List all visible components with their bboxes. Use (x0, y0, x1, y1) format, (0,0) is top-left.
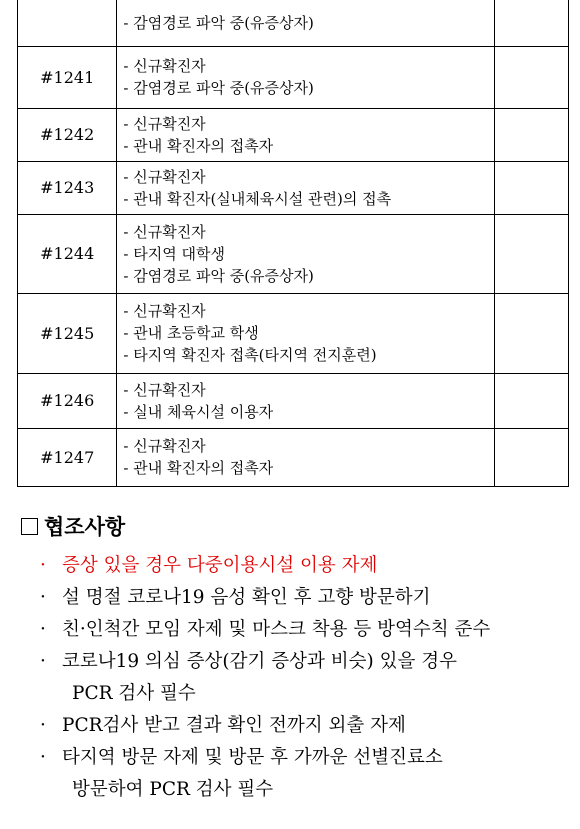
cooperation-item-text: PCR검사 받고 결과 확인 전까지 외출 자제 (62, 715, 406, 736)
cooperation-item (40, 646, 570, 710)
table-row (18, 293, 569, 373)
bullet-dot-icon: · (40, 651, 46, 672)
cooperation-item (40, 710, 570, 742)
case-description (117, 214, 494, 293)
case-id: #1246 (18, 373, 117, 428)
case-id: #1247 (18, 428, 117, 486)
case-id: #1245 (18, 293, 117, 373)
cooperation-item-text: 타지역 방문 자제 및 방문 후 가까운 선별진료소 (62, 747, 443, 768)
cooperation-item-continuation: 방문하여 PCR 검사 필수 (72, 779, 274, 800)
case-note-cell (494, 108, 568, 161)
case-description (117, 46, 494, 108)
cooperation-item-text: 친·인척간 모임 자제 및 마스크 착용 등 방역수칙 준수 (62, 619, 491, 640)
case-description (117, 0, 494, 46)
bullet-dot-icon: · (40, 747, 46, 768)
case-description-line: - 감염경로 파악 중(유증상자) (123, 266, 314, 285)
case-description-line: - 관내 확진자(실내체육시설 관련)의 접촉 (123, 189, 392, 208)
case-description-line: - 감염경로 파악 중(유증상자) (123, 79, 314, 97)
bullet-dot-icon: · (40, 619, 46, 640)
case-description-line: - 신규확진자 (123, 302, 206, 320)
table-row (18, 428, 569, 486)
case-description (117, 373, 494, 428)
table-row (18, 46, 569, 108)
table-row (18, 0, 569, 46)
table-row (18, 373, 569, 428)
case-description-line: - 관내 초등학교 학생 (123, 324, 259, 342)
case-description-line: - 신규확진자 (123, 167, 206, 186)
case-note-cell (494, 293, 568, 373)
case-note-cell (494, 0, 568, 46)
cooperation-item-text: 증상 있을 경우 다중이용시설 이용 자제 (62, 555, 378, 576)
case-description-line: - 관내 확진자의 접촉자 (123, 136, 274, 155)
case-id: #1242 (18, 108, 117, 161)
bullet-dot-icon: · (40, 555, 46, 576)
table-row (18, 161, 569, 214)
case-description (117, 293, 494, 373)
case-description-line: - 관내 확진자의 접촉자 (123, 459, 274, 477)
checkbox-square-icon (21, 518, 38, 535)
case-note-cell (494, 428, 568, 486)
case-description-line: - 신규확진자 (123, 437, 206, 455)
case-note-cell (494, 161, 568, 214)
case-id: #1244 (18, 214, 117, 293)
case-id: #1243 (18, 161, 117, 214)
case-id: #1241 (18, 46, 117, 108)
case-description-line: - 타지역 확진자 접촉(타지역 전지훈련) (123, 346, 377, 364)
cooperation-item (40, 614, 570, 646)
section-title (21, 512, 125, 542)
case-description-line: - 실내 체육시설 이용자 (123, 402, 274, 421)
cooperation-list (40, 550, 570, 806)
cooperation-item (40, 550, 570, 582)
cooperation-item-text: 설 명절 코로나19 음성 확인 후 고향 방문하기 (62, 587, 431, 608)
case-id (18, 0, 117, 46)
case-description (117, 161, 494, 214)
section-title-text: 협조사항 (44, 515, 126, 539)
case-description-line: - 신규확진자 (123, 380, 206, 399)
cooperation-item-text: 코로나19 의심 증상(감기 증상과 비슷) 있을 경우 (62, 651, 457, 672)
case-note-cell (494, 373, 568, 428)
bullet-dot-icon: · (40, 715, 46, 736)
cooperation-item (40, 742, 570, 806)
case-note-cell (494, 214, 568, 293)
case-description-line: - 신규확진자 (123, 222, 206, 241)
table-row (18, 108, 569, 161)
case-description-line: - 신규확진자 (123, 114, 206, 133)
cooperation-item (40, 582, 570, 614)
case-description-line: - 타지역 대학생 (123, 244, 225, 263)
cooperation-item-continuation: PCR 검사 필수 (72, 683, 196, 704)
case-description-line: - 신규확진자 (123, 57, 206, 75)
case-note-cell (494, 46, 568, 108)
table-row (18, 214, 569, 293)
case-description (117, 428, 494, 486)
case-description (117, 108, 494, 161)
bullet-dot-icon: · (40, 587, 46, 608)
case-table (17, 0, 569, 487)
case-description-line: - 감염경로 파악 중(유증상자) (123, 13, 314, 32)
